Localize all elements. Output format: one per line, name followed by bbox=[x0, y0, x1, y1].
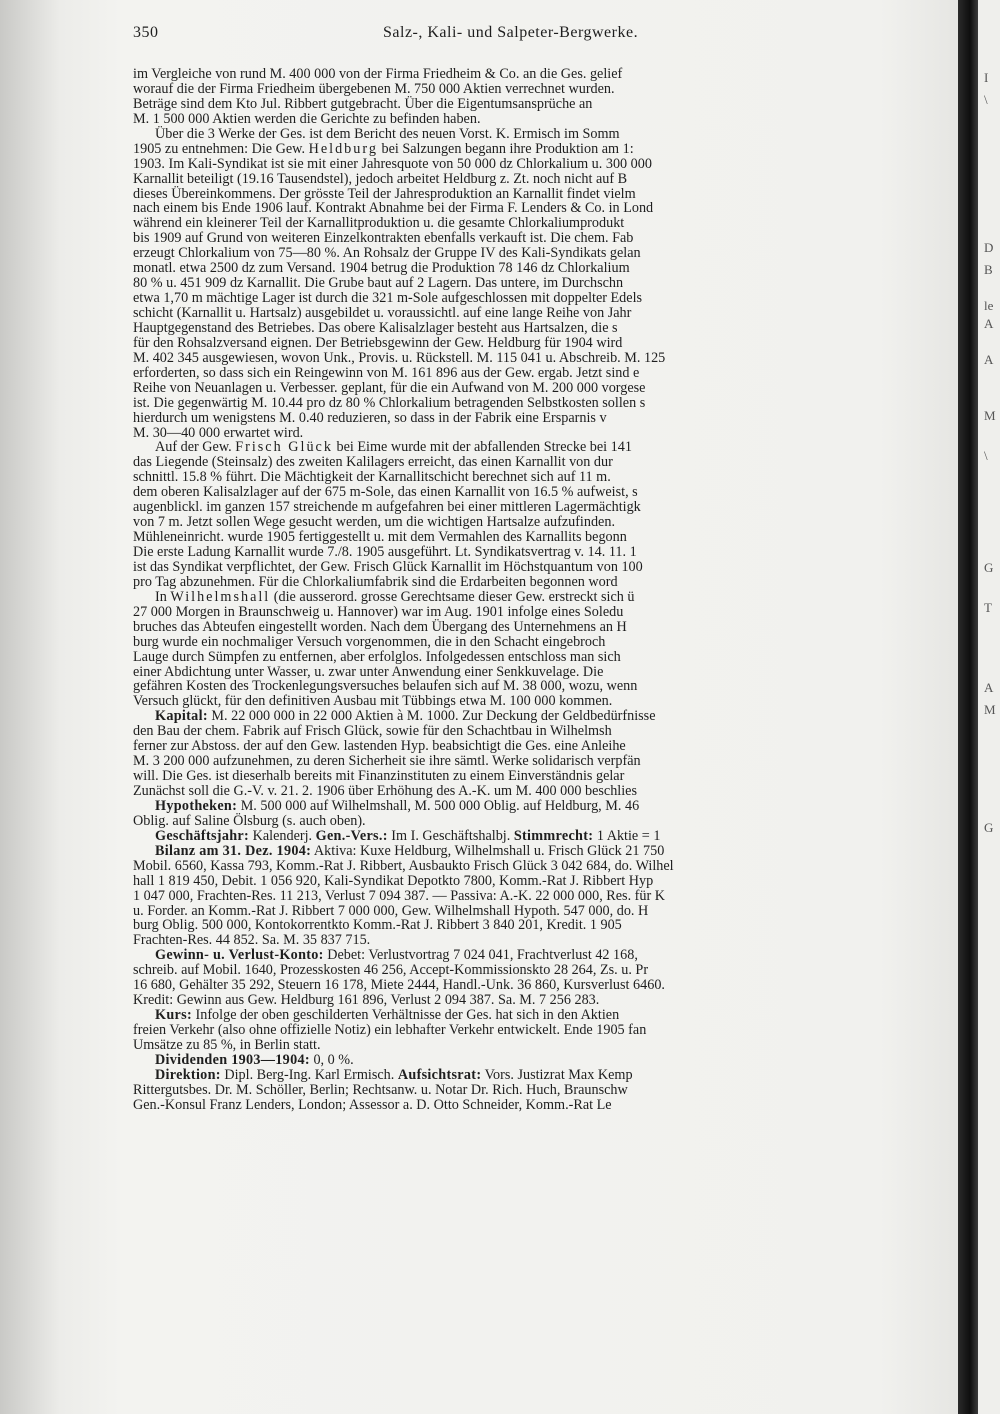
bold-label: Kapital: bbox=[155, 708, 208, 725]
text-run: Aktiva: Kuxe Heldburg, Wilhelmshall u. Frisch Glück 21 750 bbox=[311, 842, 665, 859]
text-run: während ein kleinerer Teil der Karnallitproduktion u. die gesamte Chlorkaliumprodukt bbox=[133, 215, 625, 232]
text-line bbox=[133, 97, 933, 112]
text-line bbox=[133, 635, 933, 650]
text-line bbox=[133, 694, 933, 709]
text-run: bruches das Abteufen eingestellt worden. Nach dem Übergang des Unternehmens an H bbox=[133, 618, 627, 635]
text-run: Über die 3 Werke der Ges. ist dem Bericht des neuen Vorst. K. Ermisch im Somm bbox=[155, 125, 620, 142]
text-run: Vors. Justizrat Max Kemp bbox=[481, 1066, 633, 1083]
text-run: will. Die Ges. ist dieserhalb bereits mit Finanzinstituten zu einem Einverständnis gelar bbox=[133, 768, 625, 785]
text-line bbox=[133, 993, 933, 1008]
text-line bbox=[133, 411, 933, 426]
text-run: etwa 1,70 m mächtige Lager ist durch die 321 m-Sole aufgeschlossen mit doppelter Edels bbox=[133, 290, 643, 307]
text-line bbox=[133, 351, 933, 366]
text-run: dieses Übereinkommens. Der grösste Teil der Jahresproduktion an Karnallit findet vielm bbox=[133, 185, 636, 202]
edge-fragment: I bbox=[984, 70, 989, 85]
text-run: Hauptgegenstand des Betriebes. Das obere Kalisalzlager besteht aus Hartsalzen, die s bbox=[133, 319, 618, 336]
text-run: 27 000 Morgen in Braunschweig u. Hannover) war im Aug. 1901 infolge eines Soledu bbox=[133, 603, 624, 620]
text-run: schicht (Karnallit u. Hartsalz) ausgebildet u. voraussichtl. auf eine lange Reihe von Jahr bbox=[133, 305, 632, 321]
text-run: 1 047 000, Frachten-Res. 11 213, Verlust 7 094 387. — Passiva: A.-K. 22 000 000, Res. für K bbox=[133, 887, 665, 904]
text-line bbox=[133, 381, 933, 396]
text-line bbox=[133, 336, 933, 351]
text-run: schnittl. 15.8 % führt. Die Mächtigkeit der Karnallitschicht berechnet sich auf 11 m. bbox=[133, 469, 611, 486]
text-run: Kredit: Gewinn aus Gew. Heldburg 161 896, Verlust 2 094 387. Sa. M. 7 256 283. bbox=[133, 992, 600, 1009]
spaced-name: Wilhelmshall bbox=[170, 588, 271, 605]
text-run: dem oberen Kalisalzlager auf der 675 m-Sole, das einen Karnallit von 16.5 % aufweist, s bbox=[133, 484, 638, 501]
text-line bbox=[133, 1023, 933, 1038]
text-line bbox=[133, 67, 933, 82]
text-run: freien Verkehr (also ohne offizielle Notiz) ein lebhafter Verkehr entwickelt. Ende 1905 fan bbox=[133, 1022, 647, 1038]
bold-label: Gen.-Vers.: bbox=[315, 827, 388, 844]
text-line bbox=[133, 306, 933, 321]
text-run: augenblickl. im ganzen 157 streichende m aufgefahren bei einer mittleren Lagermächtigk bbox=[133, 499, 641, 516]
text-line bbox=[133, 201, 933, 216]
text-line bbox=[133, 575, 933, 590]
text-line bbox=[133, 515, 933, 530]
spaced-name: Frisch Glück bbox=[235, 439, 333, 456]
text-line bbox=[133, 127, 933, 142]
text-run: das Liegende (Steinsalz) des zweiten Kalilagers erreicht, das einen Karnallit von dur bbox=[133, 454, 613, 471]
text-line bbox=[133, 1068, 933, 1083]
text-run: 1905 zu entnehmen: Die Gew. bbox=[133, 140, 309, 157]
text-run: burg Oblig. 500 000, Kontokorrentkto Komm.-Rat J. Ribbert 3 840 201, Kredit. 1 905 bbox=[133, 917, 622, 934]
text-line bbox=[133, 874, 933, 889]
text-run: erforderten, so dass sich ein Reingewinn von M. 161 896 aus der Gew. ergab. Jetzt sind e bbox=[133, 364, 640, 381]
edge-fragment: M bbox=[984, 702, 996, 717]
text-line bbox=[133, 276, 933, 291]
text-run: M. 3 200 000 aufzunehmen, zu deren Sicherheit sie ihre sämtl. Werke solidarisch verpfän bbox=[133, 753, 641, 770]
text-run: (die ausserord. grosse Gerechtsame dieser Gew. erstreckt sich ü bbox=[270, 588, 635, 605]
text-run: 16 680, Gehälter 35 292, Steuern 16 178, Miete 2444, Handl.-Unk. 36 860, Kursverlust 6460. bbox=[133, 977, 665, 994]
text-run: Zunächst soll die G.-V. v. 21. 2. 1906 über Erhöhung des A.-K. um M. 400 000 beschlies bbox=[133, 783, 637, 799]
text-run: bis 1909 auf Grund von weiteren Einzelkontrakten ebenfalls verkauft ist. Die chem. Fab bbox=[133, 230, 634, 247]
edge-fragment: G bbox=[984, 560, 994, 575]
text-run: Mobil. 6560, Kassa 793, Komm.-Rat J. Ribbert, Ausbaukto Frisch Glück 3 042 684, do. Wilhel bbox=[133, 857, 674, 874]
text-run: M. 30—40 000 erwartet wird. bbox=[133, 424, 304, 441]
edge-fragment: T bbox=[984, 600, 992, 615]
bold-label: Geschäftsjahr: bbox=[155, 827, 250, 844]
text-run: M. 22 000 000 in 22 000 Aktien à M. 1000. Zur Deckung der Geldbedürfnisse bbox=[207, 708, 656, 725]
text-line bbox=[133, 366, 933, 381]
body-text bbox=[133, 67, 933, 1113]
text-line bbox=[133, 172, 933, 187]
text-run: Rittergutsbes. Dr. M. Schöller, Berlin; Rechtsanw. u. Notar Dr. Rich. Huch, Braunschw bbox=[133, 1081, 628, 1098]
bold-label: Dividenden 1903—1904: bbox=[155, 1051, 310, 1068]
text-run: 1 Aktie = 1 bbox=[593, 827, 661, 844]
text-line bbox=[133, 485, 933, 500]
text-run: ferner zur Abstoss. der auf den Gew. lastenden Hyp. beabsichtigt die Ges. eine Anleihe bbox=[133, 738, 626, 755]
text-run: Debet: Verlustvortrag 7 024 041, Frachtverlust 42 168, bbox=[323, 947, 638, 964]
text-line bbox=[133, 470, 933, 485]
text-line bbox=[133, 650, 933, 665]
facing-page-edge bbox=[978, 0, 1000, 1414]
text-run: ist das Syndikat verpflichtet, der Gew. Frisch Glück Karnallit im Höchstquantum von 100 bbox=[133, 558, 643, 575]
text-run: hall 1 819 450, Debit. 1 056 920, Kali-Syndikat Depotkto 7800, Komm.-Rat J. Ribbert Hyp bbox=[133, 872, 654, 889]
text-line bbox=[133, 321, 933, 336]
text-run: nach einem bis Ende 1906 lauf. Kontrakt Abnahme bei der Firma F. Lenders & Co. in Lond bbox=[133, 200, 654, 217]
text-run: Auf der Gew. bbox=[155, 439, 236, 456]
bold-label: Hypotheken: bbox=[155, 797, 238, 814]
text-run: monatl. etwa 2500 dz zum Versand. 1904 betrug die Produktion 78 146 dz Chlorkalium bbox=[133, 260, 630, 277]
text-line bbox=[133, 814, 933, 829]
text-line bbox=[133, 620, 933, 635]
text-line bbox=[133, 590, 933, 605]
text-line bbox=[133, 665, 933, 680]
page-number: 350 bbox=[133, 24, 159, 41]
text-run: ist. Die gegenwärtig M. 10.44 pro dz 80 % Chlorkalium betragenden Selbstkosten sollen s bbox=[133, 394, 646, 411]
text-run: Gen.-Konsul Franz Lenders, London; Assessor a. D. Otto Schneider, Komm.-Rat Le bbox=[133, 1096, 612, 1113]
text-line bbox=[133, 426, 933, 441]
bold-label: Bilanz am 31. Dez. 1904: bbox=[155, 842, 312, 859]
text-line bbox=[133, 261, 933, 276]
edge-fragment: A bbox=[984, 352, 994, 367]
text-run: 0, 0 %. bbox=[309, 1051, 354, 1068]
text-run: In bbox=[155, 588, 171, 605]
bold-label: Aufsichtsrat: bbox=[397, 1066, 482, 1083]
text-line bbox=[133, 157, 933, 172]
edge-fragment: M bbox=[984, 408, 996, 423]
text-line bbox=[133, 1008, 933, 1023]
text-run: für den Rohsalzversand eignen. Der Betriebsgewinn der Gew. Heldburg für 1904 wird bbox=[133, 334, 623, 351]
text-run: schreib. auf Mobil. 1640, Prozesskosten 46 256, Accept-Kommissionskto 28 264, Zs. u. Pr bbox=[133, 962, 649, 979]
text-line bbox=[133, 291, 933, 306]
text-line bbox=[133, 560, 933, 575]
text-line bbox=[133, 142, 933, 157]
text-line bbox=[133, 904, 933, 919]
text-run: Karnallit beteiligt (19.16 Tausendstel), jedoch arbeitet Heldburg z. Zt. noch nicht auf B bbox=[133, 170, 628, 187]
page-header bbox=[133, 24, 773, 48]
text-line bbox=[133, 82, 933, 97]
text-run: worauf die der Firma Friedheim übergebenen M. 750 000 Aktien verrechnet wurden. bbox=[133, 80, 615, 97]
text-line bbox=[133, 829, 933, 844]
bold-label: Kurs: bbox=[155, 1007, 192, 1024]
edge-fragment: G bbox=[984, 820, 994, 835]
edge-fragment: A bbox=[984, 316, 994, 331]
text-line bbox=[133, 246, 933, 261]
text-run: Im I. Geschäftshalbj. bbox=[387, 827, 514, 844]
text-run: hierdurch um wenigstens M. 0.40 reduzieren, so dass in der Fabrik eine Ersparnis v bbox=[133, 409, 607, 426]
text-run: den Bau der chem. Fabrik auf Frisch Glück, sowie für den Schachtbau in Wilhelmsh bbox=[133, 723, 612, 740]
bold-label: Gewinn- u. Verlust-Konto: bbox=[155, 947, 324, 964]
text-line bbox=[133, 859, 933, 874]
text-line bbox=[133, 918, 933, 933]
edge-fragment: D bbox=[984, 240, 994, 255]
text-line bbox=[133, 799, 933, 814]
text-run: erzeugt Chlorkalium von 75—80 %. An Rohsalz der Gruppe IV des Kali-Syndikats gelan bbox=[133, 245, 641, 262]
text-line bbox=[133, 545, 933, 560]
text-run: bei Eime wurde mit der abfallenden Strecke bei 141 bbox=[332, 439, 632, 456]
text-line bbox=[133, 530, 933, 545]
edge-fragment: B bbox=[984, 262, 993, 277]
text-line bbox=[133, 889, 933, 904]
text-run: Oblig. auf Saline Ölsburg (s. auch oben). bbox=[133, 812, 366, 829]
text-line bbox=[133, 440, 933, 455]
text-run: bei Salzungen begann ihre Produktion am 1: bbox=[377, 140, 634, 157]
book-gutter bbox=[958, 0, 978, 1414]
text-line bbox=[133, 455, 933, 470]
text-run: 80 % u. 451 909 dz Karnallit. Die Grube baut auf 2 Lagern. Das untere, im Durchschn bbox=[133, 275, 624, 292]
text-line bbox=[133, 1053, 933, 1068]
text-run: Mühleneinricht. wurde 1905 fertiggestellt u. mit dem Vermahlen des Karnallits begonn bbox=[133, 529, 627, 546]
text-line bbox=[133, 187, 933, 202]
text-line bbox=[133, 396, 933, 411]
text-line bbox=[133, 933, 933, 948]
text-line bbox=[133, 1098, 933, 1113]
bold-label: Stimmrecht: bbox=[513, 827, 594, 844]
text-run: M. 402 345 ausgewiesen, wovon Unk., Provis. u. Rückstell. M. 115 041 u. Abschreib. M. 125 bbox=[133, 349, 666, 366]
text-run: im Vergleiche von rund M. 400 000 von der Firma Friedheim & Co. an die Ges. gelief bbox=[133, 67, 623, 82]
text-run: M. 500 000 auf Wilhelmshall, M. 500 000 Oblig. auf Heldburg, M. 46 bbox=[237, 797, 640, 814]
text-run: Infolge der oben geschilderten Verhältnisse der Ges. hat sich in den Aktien bbox=[191, 1007, 620, 1024]
text-line bbox=[133, 216, 933, 231]
text-line bbox=[133, 500, 933, 515]
text-run: u. Forder. an Komm.-Rat J. Ribbert 7 000 000, Gew. Wilhelmshall Hypoth. 547 000, do. H bbox=[133, 902, 649, 919]
text-run: Reihe von Neuanlagen u. Verbesser. geplant, für die ein Aufwand von M. 200 000 vorgese bbox=[133, 379, 646, 396]
edge-fragment: A bbox=[984, 680, 994, 695]
text-run: Umsätze zu 85 %, in Berlin statt. bbox=[133, 1036, 321, 1053]
text-run: gefähren Kosten des Trockenlegungsversuches belaufen sich auf M. 38 000, wozu, wenn bbox=[133, 678, 638, 695]
text-run: von 7 m. Jetzt sollen Wege gesucht werden, um die wichtigen Hartsalze aufzufinden. bbox=[133, 514, 615, 531]
text-run: pro Tag abzunehmen. Für die Chlorkaliumfabrik sind die Erdarbeiten begonnen word bbox=[133, 573, 618, 590]
text-line bbox=[133, 679, 933, 694]
text-run: M. 1 500 000 Aktien werden die Gerichte zu befinden haben. bbox=[133, 110, 481, 127]
text-line bbox=[133, 754, 933, 769]
text-run: Versuch glückt, für den definitiven Ausbau mit Tübbings etwa M. 100 000 kommen. bbox=[133, 693, 613, 710]
text-line bbox=[133, 605, 933, 620]
text-run: Lauge durch Sümpfen zu entfernen, aber erfolglos. Infolgedessen entschloss man sich bbox=[133, 648, 621, 665]
text-line bbox=[133, 948, 933, 963]
edge-fragment: \ bbox=[984, 92, 988, 107]
text-line bbox=[133, 784, 933, 799]
edge-fragment: \ bbox=[984, 448, 988, 463]
text-line bbox=[133, 769, 933, 784]
text-run: einer Abdichtung unter Wasser, u. zwar unter Anwendung einer Senkkuvelage. Die bbox=[133, 663, 604, 680]
text-line bbox=[133, 739, 933, 754]
text-run: Beträge sind dem Kto Jul. Ribbert gutgebracht. Über die Eigentumsansprüche an bbox=[133, 95, 593, 112]
text-line bbox=[133, 963, 933, 978]
text-line bbox=[133, 844, 933, 859]
text-run: Kalenderj. bbox=[249, 827, 316, 844]
text-line bbox=[133, 978, 933, 993]
bold-label: Direktion: bbox=[155, 1066, 221, 1083]
text-line bbox=[133, 709, 933, 724]
text-line bbox=[133, 1038, 933, 1053]
text-run: Frachten-Res. 44 852. Sa. M. 35 837 715. bbox=[133, 932, 371, 949]
text-line bbox=[133, 112, 933, 127]
text-run: Dipl. Berg-Ing. Karl Ermisch. bbox=[220, 1066, 398, 1083]
spaced-name: Heldburg bbox=[308, 140, 378, 157]
text-run: burg wurde ein nochmaliger Versuch vorgenommen, die in den Schacht eingebroch bbox=[133, 633, 606, 650]
edge-fragment: le bbox=[984, 298, 994, 313]
text-line bbox=[133, 1083, 933, 1098]
text-line bbox=[133, 724, 933, 739]
text-line bbox=[133, 231, 933, 246]
running-title: Salz-, Kali- und Salpeter-Bergwerke. bbox=[383, 24, 639, 41]
text-run: 1903. Im Kali-Syndikat ist sie mit einer Jahresquote von 50 000 dz Chlorkalium u. 300 000 bbox=[133, 155, 652, 172]
text-run: Die erste Ladung Karnallit wurde 7./8. 1905 ausgeführt. Lt. Syndikatsvertrag v. 14. 11. 1 bbox=[133, 544, 637, 560]
